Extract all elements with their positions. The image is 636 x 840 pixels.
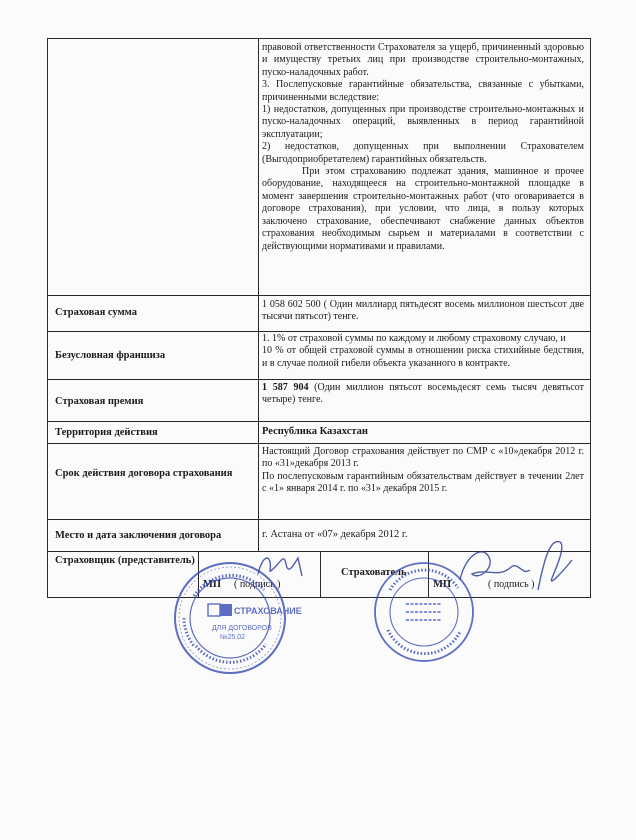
place-label: Место и дата заключения договора [55, 530, 222, 541]
stamp-doc-text: ДЛЯ ДОГОВОРОВ [212, 625, 272, 632]
policyholder-signature [452, 530, 582, 602]
policyholder-sign-caption: ( подпись ) [488, 579, 535, 590]
contract-table [47, 38, 591, 598]
term-line: Настоящий Договор страхования действует по СМР с «10»декабря 2012 г. по «31»декабря 2013 г. [262, 446, 584, 470]
term-label: Срок действия договора страхования [55, 468, 233, 479]
insurer-sign-caption: ( подпись ) [234, 579, 281, 590]
row-line [48, 379, 590, 380]
row-line [48, 443, 590, 444]
term-value [262, 446, 584, 496]
deductible-line: 1. 1% от страховой суммы по каждому и любому страховому случаю, и [262, 333, 566, 344]
coverage-paragraph: 3. Послепусковые гарантийные обязательства, связанные с убытками, причиненными вследствие: [262, 79, 584, 103]
sum-value: 1 058 602 500 ( Один миллиард пятьдесят восемь миллионов шестьсот две тысячи пятьсот) тенге. [262, 299, 584, 323]
deductible-value [262, 333, 584, 370]
territory-value: Республика Казахстан [262, 426, 368, 437]
coverage-text [262, 42, 584, 253]
stamp-num-text: №25.02 [220, 634, 246, 641]
coverage-paragraph: При этом страхованию подлежат здания, машинное и прочее оборудование, находящееся на строительно-монтажной площадке в момент завершения строительно-монтажных работ (что оговаривается в договоре страхования), при условии, что лица, в пользу которых заключено страхование, обеспечивают снабжение данных объектов страхования необходимым сырьем и материалами в соответствии с действующими нормативами и правилами. [262, 166, 584, 252]
row-line [48, 421, 590, 422]
coverage-paragraph: 2) недостатков, допущенных при выполнении Страхователем (Выгодоприобретателем) гарантийных обязательств. [262, 141, 584, 165]
insurer-label: Страховщик (представитель) [55, 555, 195, 566]
deductible-label: Безусловная франшиза [55, 350, 166, 361]
place-value: г. Астана от «07» декабря 2012 г. [262, 529, 408, 540]
coverage-paragraph: правовой ответственности Страхователя за ущерб, причиненный здоровью и имуществу третьих лиц при производстве строительно-монтажных, пуско-наладочных работ. [262, 42, 584, 78]
premium-label: Страховая премия [55, 396, 144, 407]
policyholder-label: Страхователь [341, 567, 407, 578]
row-line [48, 331, 590, 332]
policyholder-mp: МП [433, 579, 452, 590]
coverage-paragraph: 1) недостатков, допущенных при производстве строительно-монтажных и пуско-наладочных операций, выявленных в период гарантийной эксплуатации; [262, 104, 584, 140]
insurer-signature [252, 548, 312, 582]
row-line [48, 295, 590, 296]
premium-value [262, 382, 584, 407]
row-line [48, 519, 590, 520]
stamp-brand-text: СТРАХОВАНИЕ [234, 606, 302, 616]
sum-label: Страховая сумма [55, 307, 138, 318]
premium-amount: 1 587 904 [262, 382, 309, 393]
premium-words: (Один миллион пятьсот восемьдесят семь тысяч девятьсот четыре) тенге. [262, 382, 584, 406]
sign-divider-mid [320, 551, 321, 597]
territory-label: Территория действия [55, 427, 158, 438]
term-line: По послепусковым гарантийным обязательствам действует в течении 2лет с «1» января 2014 г. по «31» декабря 2015 г. [262, 470, 584, 495]
insurer-mp: МП [203, 579, 222, 590]
deductible-line: 10 % от общей страховой суммы в отношении риска стихийные бедствия, и в случае полной гибели объекта указанного в контракте. [262, 345, 584, 369]
